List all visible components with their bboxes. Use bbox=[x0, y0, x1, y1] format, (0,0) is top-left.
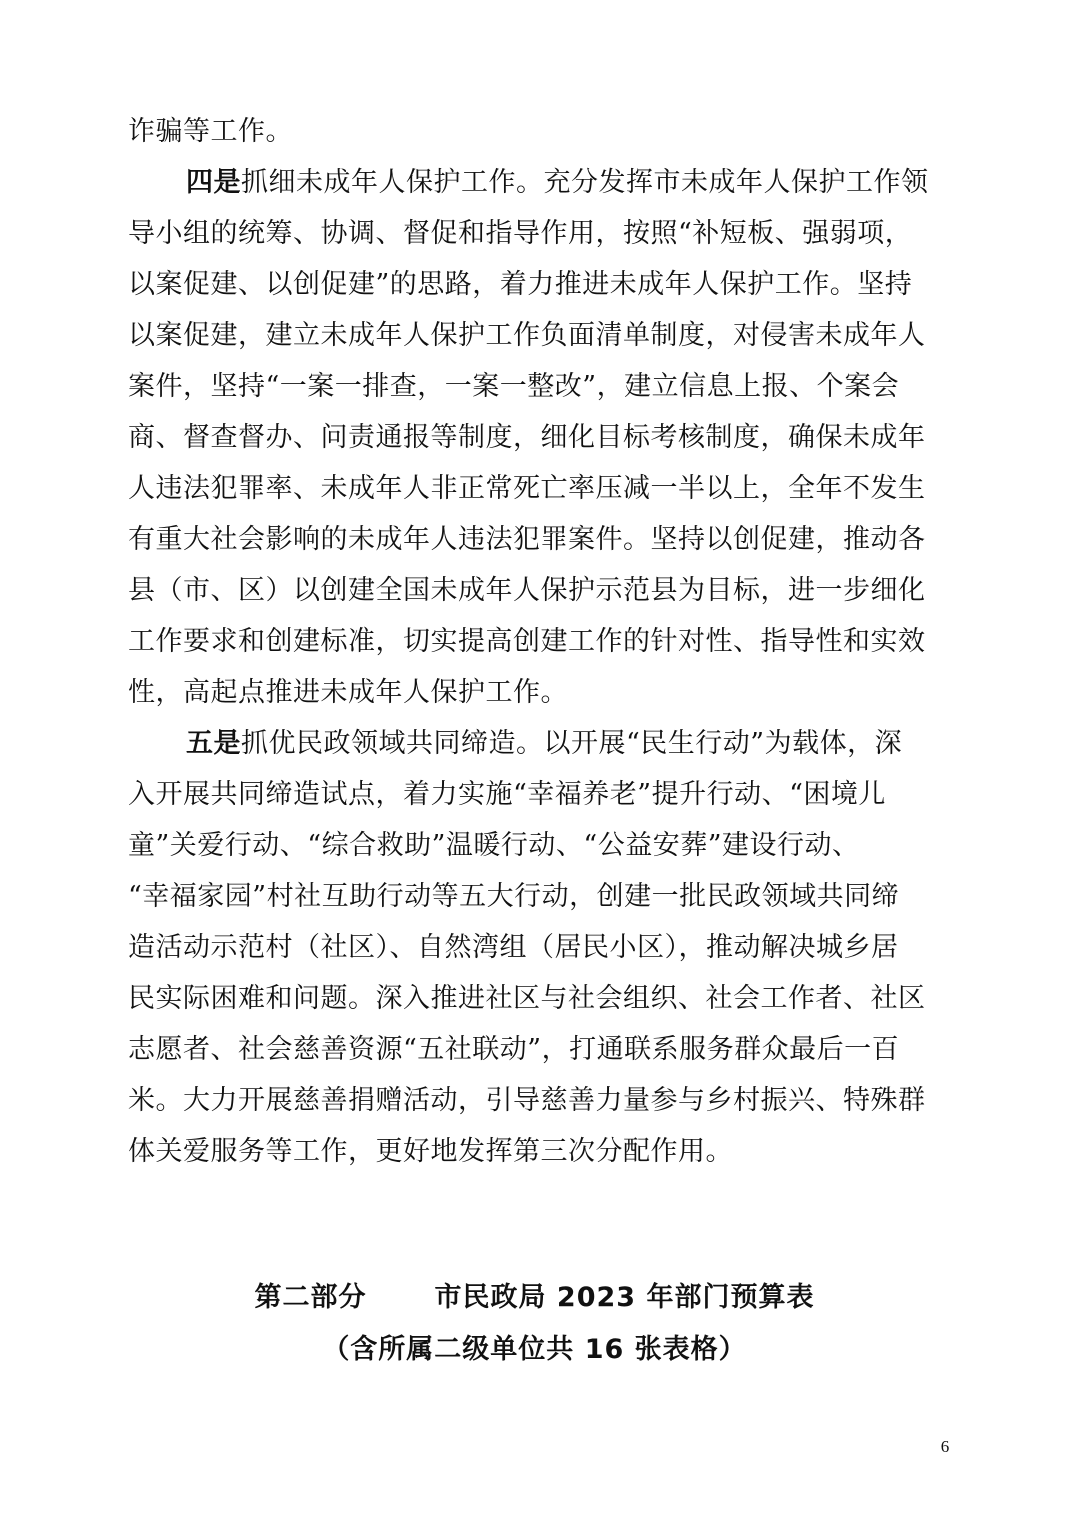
paragraph-4-line: 县（市、区）以创建全国未成年人保护示范县为目标，进一步细化 bbox=[128, 575, 926, 606]
paragraph-5-line: 体关爱服务等工作，更好地发挥第三次分配作用。 bbox=[128, 1136, 733, 1167]
paragraph-5-text: 抓优民政领域共同缔造。以开展“民生行动”为载体，深 bbox=[241, 728, 903, 759]
paragraph-4-line: 案件，坚持“一案一排查，一案一整改”，建立信息上报、个案会 bbox=[128, 371, 900, 402]
section-title: 市民政局 2023 年部门预算表 bbox=[434, 1282, 815, 1313]
paragraph-5-lead: 五是 bbox=[186, 728, 241, 759]
paragraph-5-line: 造活动示范村（社区）、自然湾组（居民小区），推动解决城乡居 bbox=[128, 932, 899, 963]
paragraph-5-line: 童”关爱行动、“综合救助”温暖行动、“公益安葬”建设行动、 bbox=[128, 830, 860, 861]
paragraph-4-lead: 四是 bbox=[186, 167, 241, 198]
paragraph-4-line: 以案促建、以创促建”的思路，着力推进未成年人保护工作。坚持 bbox=[128, 269, 913, 300]
section-heading bbox=[0, 1280, 1069, 1316]
paragraph-4-line: 商、督查督办、问责通报等制度，细化目标考核制度，确保未成年 bbox=[128, 422, 926, 453]
section-subtitle: （含所属二级单位共 16 张表格） bbox=[322, 1334, 747, 1365]
paragraph-4-line bbox=[186, 166, 953, 200]
paragraph-0-line: 诈骗等工作。 bbox=[128, 116, 293, 147]
paragraph-5-line: 志愿者、社会慈善资源“五社联动”，打通联系服务群众最后一百 bbox=[128, 1034, 900, 1065]
paragraph-5-line: 民实际困难和问题。深入推进社区与社会组织、社会工作者、社区 bbox=[128, 983, 926, 1014]
paragraph-4-line: 工作要求和创建标准，切实提高创建工作的针对性、指导性和实效 bbox=[128, 626, 926, 657]
paragraph-4-line: 导小组的统筹、协调、督促和指导作用，按照“补短板、强弱项， bbox=[128, 218, 913, 249]
paragraph-4-line: 性，高起点推进未成年人保护工作。 bbox=[128, 677, 568, 708]
paragraph-5-line bbox=[186, 727, 953, 761]
paragraph-5-line: 米。大力开展慈善捐赠活动，引导慈善力量参与乡村振兴、特殊群 bbox=[128, 1085, 926, 1116]
paragraph-4-line: 人违法犯罪率、未成年人非正常死亡率压减一半以上，全年不发生 bbox=[128, 473, 926, 504]
section-part: 第二部分 bbox=[254, 1282, 367, 1313]
paragraph-5-line: 入开展共同缔造试点，着力实施“幸福养老”提升行动、“困境儿 bbox=[128, 779, 886, 810]
paragraph-4-line: 以案促建，建立未成年人保护工作负面清单制度，对侵害未成年人 bbox=[128, 320, 926, 351]
paragraph-4-text: 抓细未成年人保护工作。充分发挥市未成年人保护工作领 bbox=[241, 167, 929, 198]
paragraph-4-line: 有重大社会影响的未成年人违法犯罪案件。坚持以创促建，推动各 bbox=[128, 524, 926, 555]
page-number: 6 bbox=[940, 1437, 950, 1456]
paragraph-5-line: “幸福家园”村社互助行动等五大行动，创建一批民政领域共同缔 bbox=[128, 881, 900, 912]
